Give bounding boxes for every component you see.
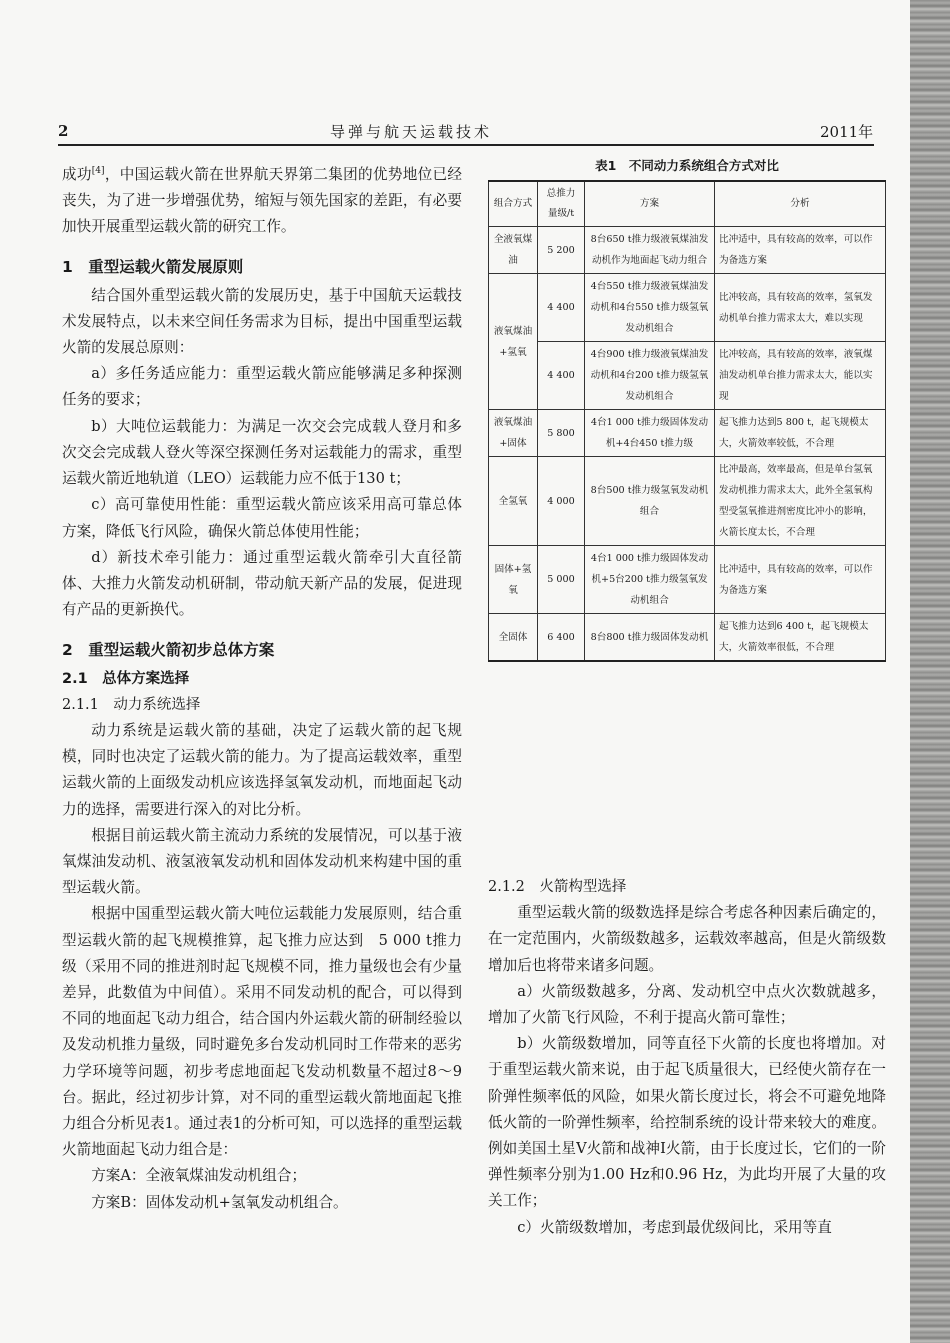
- item-a: a）火箭级数越多，分离、发动机空中点火次数就越多，增加了火箭飞行风险，不利于提高火箭可靠性；: [488, 982, 886, 1027]
- journal-title: 导弹与航天运载技术: [330, 123, 493, 141]
- section-2-1-1-title: 2.1.1 动力系统选择: [62, 696, 201, 713]
- cell-plan: 8台650 t推力级液氧煤油发动机作为地面起飞动力组合: [585, 227, 715, 274]
- cell-analysis: 起飞推力达到5 800 t，起飞规模太大，火箭效率较低，不合理: [715, 410, 886, 457]
- principle-c: c）高可靠使用性能：重型运载火箭应该采用高可靠总体方案，降低飞行风险，确保火箭总体使用性能；: [62, 496, 462, 540]
- cell-analysis: 比冲较高，具有较高的效率，氢氧发动机单台推力需求太大，难以实现: [715, 274, 886, 342]
- right-column: [488, 874, 886, 1241]
- cell-combo: 液氧煤油+固体: [489, 410, 538, 457]
- table-row: [489, 614, 886, 662]
- principle-a: a）多任务适应能力：重型运载火箭应能够满足多种探测任务的要求；: [62, 365, 462, 409]
- cell-analysis: 起飞推力达到6 400 t，起飞规模太大，火箭效率很低，不合理: [715, 614, 886, 662]
- cell-thrust: 6 400: [538, 614, 585, 662]
- cell-plan: 8台800 t推力级固体发动机: [585, 614, 715, 662]
- header-analysis: 分析: [715, 181, 886, 227]
- table-header-row: [489, 181, 886, 227]
- table-row: [489, 274, 886, 342]
- cell-thrust: 5 200: [538, 227, 585, 274]
- table-caption: 表1 不同动力系统组合方式对比: [595, 158, 779, 173]
- paragraph: 动力系统是运载火箭的基础，决定了运载火箭的起飞规模，同时也决定了运载火箭的能力。为了提高运载效率，重型运载火箭的上面级发动机应该选择氢氧发动机，而地面起飞动力的选择，需要进行深入的对比分析。: [62, 721, 462, 818]
- section-2-title: 2 重型运载火箭初步总体方案: [62, 641, 275, 660]
- cell-thrust: 4 400: [538, 342, 585, 410]
- cell-thrust: 5 800: [538, 410, 585, 457]
- paragraph: 根据目前运载火箭主流动力系统的发展情况，可以基于液氧煤油发动机、液氢液氧发动机和固体发动机来构建中国的重型运载火箭。: [62, 826, 462, 897]
- cell-plan: 8台500 t推力级氢氧发动机组合: [585, 457, 715, 546]
- plan-a: 方案A：全液氧煤油发动机组合；: [91, 1167, 307, 1185]
- table-row: [489, 546, 886, 614]
- section-2-1-2-title: 2.1.2 火箭构型选择: [488, 879, 627, 895]
- cell-plan: 4台900 t推力级液氧煤油发动机和4台200 t推力级氢氧发动机组合: [585, 342, 715, 410]
- table-row: [489, 227, 886, 274]
- cell-thrust: 4 000: [538, 457, 585, 546]
- table-row: [489, 457, 886, 546]
- principle-b: b）大吨位运载能力：为满足一次交会完成载人登月和多次交会完成载人登火等深空探测任务对运载能力的需求，重型运载火箭近地轨道（LEO）运载能力应不低于130 t；: [62, 417, 462, 488]
- cell-analysis: 比冲适中，具有较高的效率，可以作为备选方案: [715, 546, 886, 614]
- section-1-title: 1 重型运载火箭发展原则: [62, 258, 244, 277]
- section-2-1-title: 2.1 总体方案选择: [62, 670, 190, 687]
- journal-year: 2011年: [820, 123, 874, 141]
- cell-plan: 4台1 000 t推力级固体发动机+4台450 t推力级: [585, 410, 715, 457]
- table-row: [489, 342, 886, 410]
- cell-analysis: 比冲最高，效率最高，但是单台氢氧发动机推力需求太大，此外全氢氧构型受氢氧推进剂密度比冲小的影响，火箭长度太长，不合理: [715, 457, 886, 546]
- header-thrust: 总推力量级/t: [538, 181, 585, 227]
- cell-combo: 全氢氧: [489, 457, 538, 546]
- cell-combo: 全固体: [489, 614, 538, 662]
- cell-combo: 全液氧煤油: [489, 227, 538, 274]
- intro-paragraph: 成功[4]，中国运载火箭在世界航天界第二集团的优势地位已经丧失，为了进一步增强优势，缩短与领先国家的差距，有必要加快开展重型运载火箭的研究工作。: [62, 165, 462, 236]
- cell-plan: 4台550 t推力级液氧煤油发动机和4台550 t推力级氢氧发动机组合: [585, 274, 715, 342]
- paragraph: 结合国外重型运载火箭的发展历史，基于中国航天运载技术发展特点，以未来空间任务需求为目标，提出中国重型运载火箭的发展总原则：: [62, 286, 462, 357]
- cell-combo: 固体+氢氧: [489, 546, 538, 614]
- cell-thrust: 4 400: [538, 274, 585, 342]
- left-column: [62, 158, 462, 1216]
- principle-d: d）新技术牵引能力：通过重型运载火箭牵引大直径箭体、大推力火箭发动机研制，带动航天新产品的发展，促进现有产品的更新换代。: [62, 548, 462, 619]
- comparison-table: [488, 180, 886, 662]
- page-number: 2: [58, 122, 69, 140]
- cell-analysis: 比冲适中，具有较高的效率，可以作为备选方案: [715, 227, 886, 274]
- header-plan: 方案: [585, 181, 715, 227]
- cell-plan: 4台1 000 t推力级固体发动机+5台200 t推力级氢氧发动机组合: [585, 546, 715, 614]
- cell-combo: 液氧煤油+氢氧: [489, 274, 538, 410]
- cell-thrust: 5 000: [538, 546, 585, 614]
- table-row: [489, 410, 886, 457]
- plan-b: 方案B：固体发动机+氢氧发动机组合。: [91, 1193, 348, 1211]
- scan-edge-strip: [910, 0, 950, 1343]
- item-b: b）火箭级数增加，同等直径下火箭的长度也将增加。对于重型运载火箭来说，由于起飞质量很大，已经使火箭存在一阶弹性频率低的风险，如果火箭长度过长，将会不可避免地降低火箭的一阶弹性频率，给控制系统的设计带来较大的难度。例如美国土星V火箭和战神I火箭，由于长度过长，它们的一阶弹性频率分别为1.00 Hz和0.96 Hz，为此均开展了大量的攻关工作；: [488, 1035, 886, 1210]
- header-combo: 组合方式: [489, 181, 538, 227]
- paragraph: 根据中国重型运载火箭大吨位运载能力发展原则，结合重型运载火箭的起飞规模推算，起飞推力应达到 5 000 t推力级（采用不同的推进剂时起飞规模不同，推力量级也会有少量差异，此数值为中间值）。采用不同发动机的配合，可以得到不同的地面起飞动力组合，结合国内外运载火箭的研制经验以及发动机推力量级，同时避免多台发动机同时工作带来的恶劣力学环境等问题，初步考虑地面起飞发动机数量不超过8～9台。据此，经过初步计算，对不同的重型运载火箭地面起飞推力组合分析见表1。通过表1的分析可知，可以选择的重型运载火箭地面起飞动力组合是：: [62, 905, 462, 1159]
- item-c: c）火箭级数增加，考虑到最优级间比，采用等直: [517, 1218, 832, 1236]
- cell-analysis: 比冲较高，具有较高的效率，液氧煤油发动机单台推力需求太大，能以实现: [715, 342, 886, 410]
- header-rule: [58, 144, 874, 146]
- paragraph: 重型运载火箭的级数选择是综合考虑各种因素后确定的，在一定范围内，火箭级数越多，运载效率越高，但是火箭级数增加后也将带来诸多问题。: [488, 904, 886, 974]
